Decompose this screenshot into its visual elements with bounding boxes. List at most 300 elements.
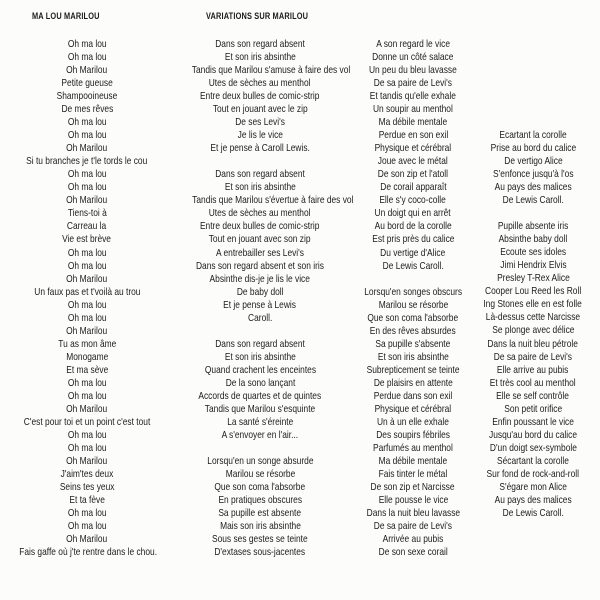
lyric-text: Oh ma lou [67, 428, 107, 441]
lyric-line [172, 507, 348, 520]
lyric-text: Dans son regard absent et son iris [196, 259, 324, 272]
song-title-heading: MA LOU MARILOU [32, 11, 100, 21]
lyric-line [470, 494, 596, 507]
lyric-line [172, 90, 348, 103]
lyric-line [2, 194, 172, 207]
lyric-line [470, 285, 596, 298]
lyric-line [172, 194, 354, 207]
lyrics-column-2 [172, 38, 354, 559]
lyric-text: Jusqu'au bord du calice [489, 428, 577, 441]
lyric-text: Tandis que Marilou s'amuse à faire des vol [191, 64, 351, 77]
lyric-line [470, 129, 596, 142]
lyric-line [344, 533, 482, 546]
lyric-text: Entre deux bulles de comic-strip [200, 90, 320, 103]
lyric-line [470, 155, 596, 168]
lyric-text: Tandis que Marilou s'évertue à faire des vol [192, 194, 354, 207]
lyric-text: D'extases sous-jacentes [214, 546, 306, 559]
lyric-line [172, 546, 348, 559]
lyric-line [344, 364, 482, 377]
lyric-text: De mes rêves [61, 103, 113, 116]
lyric-text: Enfin poussant le vice [492, 415, 574, 428]
lyric-text: A s'envoyer en l'air... [221, 428, 299, 441]
lyric-text: Là-dessus cette Narcisse [485, 311, 581, 324]
lyric-text: Et ta fève [69, 494, 105, 507]
lyric-text: Et son iris absinthe [377, 350, 449, 363]
lyric-line [2, 494, 172, 507]
lyric-line [172, 129, 348, 142]
lyric-text: Perdue dans son exil [373, 389, 453, 402]
lyric-text: Elle pousse le vice [378, 494, 448, 507]
lyric-line [2, 416, 172, 429]
lyric-line [172, 220, 348, 233]
lyric-text: De sa paire de Levi's [493, 350, 573, 363]
lyric-text: Mais son iris absinthe [219, 520, 301, 533]
lyric-text: Tandis que Marilou s'esquinte [204, 402, 316, 415]
lyric-text: Fais tinter le métal [378, 468, 448, 481]
lyric-text: Elle s'y coco-colle [379, 194, 447, 207]
lyric-line [344, 429, 482, 442]
lyric-line [172, 377, 348, 390]
lyric-line [172, 403, 348, 416]
lyric-line [2, 403, 172, 416]
lyric-line [172, 338, 348, 351]
lyric-text: Dans son regard absent [215, 38, 305, 50]
lyric-line [2, 64, 172, 77]
lyric-line [344, 416, 482, 429]
lyric-text: Oh ma lou [67, 38, 107, 50]
lyric-line [172, 142, 348, 155]
lyric-line [2, 220, 172, 233]
lyric-line [172, 168, 348, 181]
lyric-line [470, 416, 596, 429]
lyric-line [172, 390, 348, 403]
lyric-line [470, 442, 596, 455]
lyric-line [2, 390, 172, 403]
lyric-line [470, 338, 596, 351]
lyric-line [2, 233, 172, 246]
lyric-text: Ma débile mentale [378, 455, 448, 467]
lyric-line [470, 246, 596, 259]
lyric-text: Oh Marilou [66, 533, 108, 546]
lyric-text: Entre deux bulles de comic-strip [200, 220, 320, 233]
lyric-line [344, 286, 482, 299]
lyric-line [344, 299, 482, 312]
lyric-line [344, 520, 482, 533]
lyric-text: Shampooineuse [56, 90, 118, 103]
lyric-line [172, 520, 348, 533]
lyric-text: Et son iris absinthe [224, 350, 296, 363]
lyric-text: Est pris près du calice [371, 233, 455, 246]
lyric-text: Je lis le vice [237, 129, 283, 142]
lyric-text: Sa pupille est absente [218, 507, 302, 520]
lyric-text: Dans son regard absent [215, 168, 305, 181]
lyric-line [2, 168, 172, 181]
lyric-line [344, 260, 482, 273]
lyric-line [344, 181, 482, 194]
lyric-text: Se plonge avec délice [491, 324, 575, 337]
lyric-line [172, 468, 348, 481]
lyric-text: Oh ma lou [67, 246, 107, 259]
lyric-text: Un peu du bleu lavasse [369, 64, 457, 77]
lyric-text: Sa pupille s'absente [375, 337, 451, 350]
lyric-line [2, 429, 172, 442]
lyric-line [172, 494, 348, 507]
lyric-text: A entrebailler ses Levi's [215, 246, 304, 259]
lyric-text: Au pays des malices [494, 181, 572, 194]
lyric-line [344, 129, 482, 142]
lyric-text: Sous ses gestes se teinte [212, 533, 308, 546]
lyric-line [470, 507, 596, 520]
lyric-text: Ma débile mentale [378, 116, 448, 129]
lyric-line [2, 77, 172, 90]
lyric-text: Et son iris absinthe [224, 51, 296, 64]
lyric-line [344, 103, 482, 116]
lyric-line [2, 273, 172, 286]
lyric-line [470, 364, 596, 377]
lyric-line [344, 546, 482, 559]
lyric-text: Marilou se résorbe [378, 298, 448, 311]
lyric-text: Oh ma lou [67, 376, 107, 389]
lyric-line [2, 129, 172, 142]
lyric-text: Marilou se résorbe [225, 468, 295, 481]
lyric-text: De vertigo Alice [503, 155, 563, 168]
lyric-line [470, 351, 596, 364]
lyric-line [470, 298, 596, 311]
lyric-text: Sur fond de rock-and-roll [486, 467, 580, 480]
lyric-text: Oh ma lou [67, 389, 107, 402]
lyric-text: Absinthe baby doll [498, 233, 568, 246]
lyric-line [2, 364, 172, 377]
lyric-text: Utes de sèches au menthol [209, 77, 311, 90]
stanza-break [344, 273, 482, 286]
lyric-text: S'enfonce jusqu'à l'os [492, 168, 574, 181]
lyric-line [2, 299, 172, 312]
lyric-line [470, 403, 596, 416]
lyric-line [470, 181, 596, 194]
lyric-text: Seins tes yeux [59, 481, 115, 494]
lyric-line [344, 455, 482, 468]
lyric-line [2, 325, 172, 338]
lyric-text: Tout en jouant avec son zip [209, 233, 311, 246]
lyric-line [344, 247, 482, 260]
lyric-text: Subrepticement se teinte [366, 363, 460, 376]
lyric-text: Dans la nuit bleu pétrole [487, 337, 579, 350]
lyric-text: Oh ma lou [67, 129, 107, 142]
lyric-text: Carreau la [67, 220, 107, 233]
lyric-text: Oh Marilou [66, 194, 108, 207]
lyric-text: Ecartant la corolle [499, 129, 567, 141]
lyric-text: Oh Marilou [66, 402, 108, 415]
lyric-line [470, 324, 596, 337]
lyric-line [172, 533, 348, 546]
lyric-line [2, 116, 172, 129]
lyric-text: Fais gaffe où j'te rentre dans le chou. [19, 546, 158, 559]
lyric-line [2, 181, 172, 194]
lyric-text: Oh Marilou [66, 455, 108, 467]
lyric-line [344, 377, 482, 390]
lyric-line [470, 272, 596, 285]
lyric-line [2, 351, 172, 364]
lyric-line [470, 311, 596, 324]
lyric-text: De son sexe corail [378, 546, 448, 559]
stanza-break [172, 155, 348, 168]
lyric-text: Lorsqu'en un songe absurde [206, 455, 314, 467]
lyrics-column-4 [470, 129, 596, 520]
lyric-text: Oh Marilou [66, 272, 108, 285]
lyric-line [470, 168, 596, 181]
lyric-text: Tiens-toi à [67, 207, 107, 220]
lyric-text: Oh ma lou [67, 168, 107, 181]
lyric-text: Prise au bord du calice [490, 142, 576, 155]
lyric-line [172, 416, 348, 429]
lyric-line [2, 468, 172, 481]
lyric-line [2, 142, 172, 155]
lyric-line [2, 546, 172, 559]
lyric-line [344, 507, 482, 520]
lyric-text: Oh Marilou [66, 324, 108, 337]
lyric-text: Un doigt qui en arrêt [374, 207, 452, 220]
lyric-text: Jimi Hendrix Elvis [499, 259, 567, 272]
lyric-line [2, 312, 172, 325]
lyric-text: De baby doll [236, 285, 284, 298]
lyric-text: Elle arrive au pubis [497, 363, 569, 376]
lyric-text: Oh ma lou [67, 259, 107, 272]
lyric-text: Oh ma lou [67, 51, 107, 64]
lyric-text: Un soupir au menthol [373, 103, 453, 116]
lyric-text: De sa paire de Levi's [373, 520, 453, 533]
lyric-line [172, 51, 348, 64]
lyric-text: Et tandis qu'elle exhale [369, 90, 457, 103]
lyrics-column-1 [2, 38, 172, 559]
lyric-text: Arrivée au pubis [382, 533, 444, 546]
lyric-text: Physique et cérébral [374, 142, 452, 155]
lyric-line [2, 207, 172, 220]
lyric-line [344, 220, 482, 233]
lyric-line [2, 247, 172, 260]
lyric-line [172, 364, 348, 377]
lyric-text: Et ma sève [65, 363, 109, 376]
lyric-text: En des rêves absurdes [370, 324, 456, 337]
lyric-text: Presley T-Rex Alice [496, 272, 570, 285]
lyric-line [470, 468, 596, 481]
lyric-line [172, 116, 348, 129]
lyric-line [344, 142, 482, 155]
lyric-text: Vie est brève [62, 233, 112, 246]
lyric-text: Son petit orifice [504, 402, 562, 415]
lyric-line [344, 442, 482, 455]
lyric-text: Petite gueuse [61, 77, 113, 90]
lyric-line [172, 351, 348, 364]
lyric-text: De plaisirs en attente [373, 376, 453, 389]
lyric-text: Donne un côté salace [372, 51, 454, 64]
lyric-text: Oh ma lou [67, 520, 107, 533]
variations-title-heading: VARIATIONS SUR MARILOU [206, 11, 309, 21]
lyric-text: Oh ma lou [67, 311, 107, 324]
lyric-text: De son zip et Narcisse [370, 481, 456, 494]
lyric-line [2, 286, 172, 299]
lyric-line [172, 233, 348, 246]
lyric-line [344, 116, 482, 129]
lyric-line [2, 260, 172, 273]
lyric-line [172, 312, 348, 325]
lyric-line [2, 38, 172, 51]
lyric-text: Sécartant la corolle [497, 454, 569, 467]
lyric-text: Dans son regard absent [215, 337, 305, 350]
lyric-text: Si tu branches je t'le tords le cou [26, 155, 148, 168]
lyric-line [470, 429, 596, 442]
lyric-line [2, 507, 172, 520]
lyric-line [2, 520, 172, 533]
lyric-text: Utes de sèches au menthol [209, 207, 311, 220]
lyric-text: Physique et cérébral [374, 402, 452, 415]
lyric-line [344, 494, 482, 507]
lyric-text: Cooper Lou Reed les Roll [484, 285, 582, 298]
lyric-text: De Lewis Caroll. [382, 259, 444, 272]
lyric-line [470, 233, 596, 246]
lyric-text: J'aim'tes deux [60, 468, 114, 481]
lyric-line [2, 155, 172, 168]
lyric-text: La santé s'éreinte [226, 415, 294, 428]
stanza-break [172, 325, 348, 338]
lyric-text: De la sono lançant [225, 376, 295, 389]
lyric-line [344, 351, 482, 364]
lyric-text: Oh Marilou [66, 64, 108, 77]
lyric-line [344, 77, 482, 90]
lyric-text: Dans la nuit bleu lavasse [366, 507, 460, 520]
lyric-text: Ecoute ses idoles [500, 246, 566, 259]
lyric-line [172, 247, 348, 260]
lyric-text: Que son coma l'absorbe [214, 481, 306, 494]
lyric-line [2, 455, 172, 468]
lyric-line [470, 259, 596, 272]
lyric-text: Et son iris absinthe [224, 181, 296, 194]
lyric-line [172, 64, 351, 77]
lyric-line [344, 312, 482, 325]
lyric-text: A son regard le vice [376, 38, 450, 50]
lyric-line [344, 38, 482, 51]
lyric-line [344, 481, 482, 494]
lyric-text: Caroll. [247, 311, 273, 324]
lyric-line [470, 455, 596, 468]
lyric-line [2, 51, 172, 64]
lyric-text: Joue avec le métal [377, 155, 449, 168]
lyric-text: Oh ma lou [67, 507, 107, 520]
lyric-text: De corail apparaît [379, 181, 447, 194]
lyric-line [344, 233, 482, 246]
lyric-line [344, 338, 482, 351]
lyric-text: Tu as mon âme [57, 337, 117, 350]
lyric-line [470, 194, 596, 207]
lyric-line [470, 142, 596, 155]
lyric-line [470, 220, 596, 233]
lyric-text: De Lewis Caroll. [502, 194, 564, 207]
lyric-line [172, 455, 348, 468]
lyric-text: Oh Marilou [66, 142, 108, 155]
lyric-text: Lorsqu'en songes obscurs [364, 285, 462, 298]
lyric-text: D'un doigt sex-symbole [489, 441, 577, 454]
lyric-text: Et je pense à Caroll Lewis. [210, 142, 310, 155]
lyric-line [172, 429, 348, 442]
lyric-line [344, 194, 482, 207]
lyric-text: S'égare mon Alice [499, 480, 567, 493]
lyric-text: C'est pour toi et un point c'est tout [23, 415, 151, 428]
lyric-text: Au bord de la corolle [374, 220, 452, 233]
lyric-text: Un à un elle exhale [377, 415, 449, 428]
lyric-text: De Lewis Caroll. [502, 506, 564, 519]
lyric-text: Parfumés au menthol [373, 441, 453, 454]
lyric-line [344, 168, 482, 181]
lyric-line [2, 90, 172, 103]
lyric-line [344, 51, 482, 64]
lyric-line [344, 155, 482, 168]
lyric-line [172, 286, 348, 299]
lyric-line [172, 260, 348, 273]
lyric-text: Absinthe dis-je je lis le vice [209, 272, 311, 285]
lyric-line [344, 390, 482, 403]
stanza-break [172, 442, 348, 455]
lyric-line [344, 403, 482, 416]
lyric-text: Oh ma lou [67, 116, 107, 129]
lyric-line [172, 299, 348, 312]
lyric-line [2, 377, 172, 390]
lyric-line [172, 103, 348, 116]
lyric-text: Du vertige d'Alice [380, 246, 446, 259]
lyric-line [2, 533, 172, 546]
stanza-break [470, 207, 596, 220]
lyric-line [2, 481, 172, 494]
lyric-line [172, 38, 348, 51]
lyric-line [470, 377, 596, 390]
lyric-line [344, 64, 482, 77]
lyric-text: Elle se self contrôle [496, 389, 570, 402]
lyric-line [470, 390, 596, 403]
lyric-text: Quand crachent les enceintes [204, 363, 316, 376]
lyric-text: De ses Levi's [235, 116, 285, 129]
lyric-line [172, 207, 348, 220]
lyric-text: Oh ma lou [67, 441, 107, 454]
lyric-text: Un faux pas et t'voilà au trou [33, 285, 141, 298]
lyric-text: Accords de quartes et de quintes [198, 389, 322, 402]
lyric-text: Ing Stones elle en est folle [483, 298, 583, 311]
lyric-line [470, 481, 596, 494]
lyrics-column-3 [344, 38, 482, 559]
lyric-line [2, 338, 172, 351]
lyric-line [172, 273, 348, 286]
lyric-line [344, 90, 482, 103]
lyric-text: Tout en jouant avec le zip [212, 103, 308, 116]
lyric-line [2, 103, 172, 116]
lyric-line [344, 207, 482, 220]
lyric-line [172, 181, 348, 194]
lyric-line [172, 77, 348, 90]
lyric-text: Pupille absente iris [497, 220, 569, 233]
lyric-line [2, 442, 172, 455]
lyric-text: Et je pense à Lewis [223, 298, 297, 311]
lyric-text: Et très cool au menthol [490, 376, 576, 389]
lyric-text: Au pays des malices [494, 493, 572, 506]
lyric-line [344, 468, 482, 481]
lyric-text: Oh ma lou [67, 298, 107, 311]
lyric-text: Monogame [65, 350, 109, 363]
lyric-text: De son zip et l'atoll [377, 168, 449, 181]
lyric-text: Des soupirs fébriles [376, 428, 450, 441]
lyric-text: Oh ma lou [67, 181, 107, 194]
lyric-text: De sa paire de Levi's [373, 77, 453, 90]
lyric-text: En pratiques obscures [218, 494, 302, 507]
lyric-text: Que son coma l'absorbe [367, 311, 459, 324]
lyric-line [172, 481, 348, 494]
lyric-text: Perdue en son exil [378, 129, 448, 142]
